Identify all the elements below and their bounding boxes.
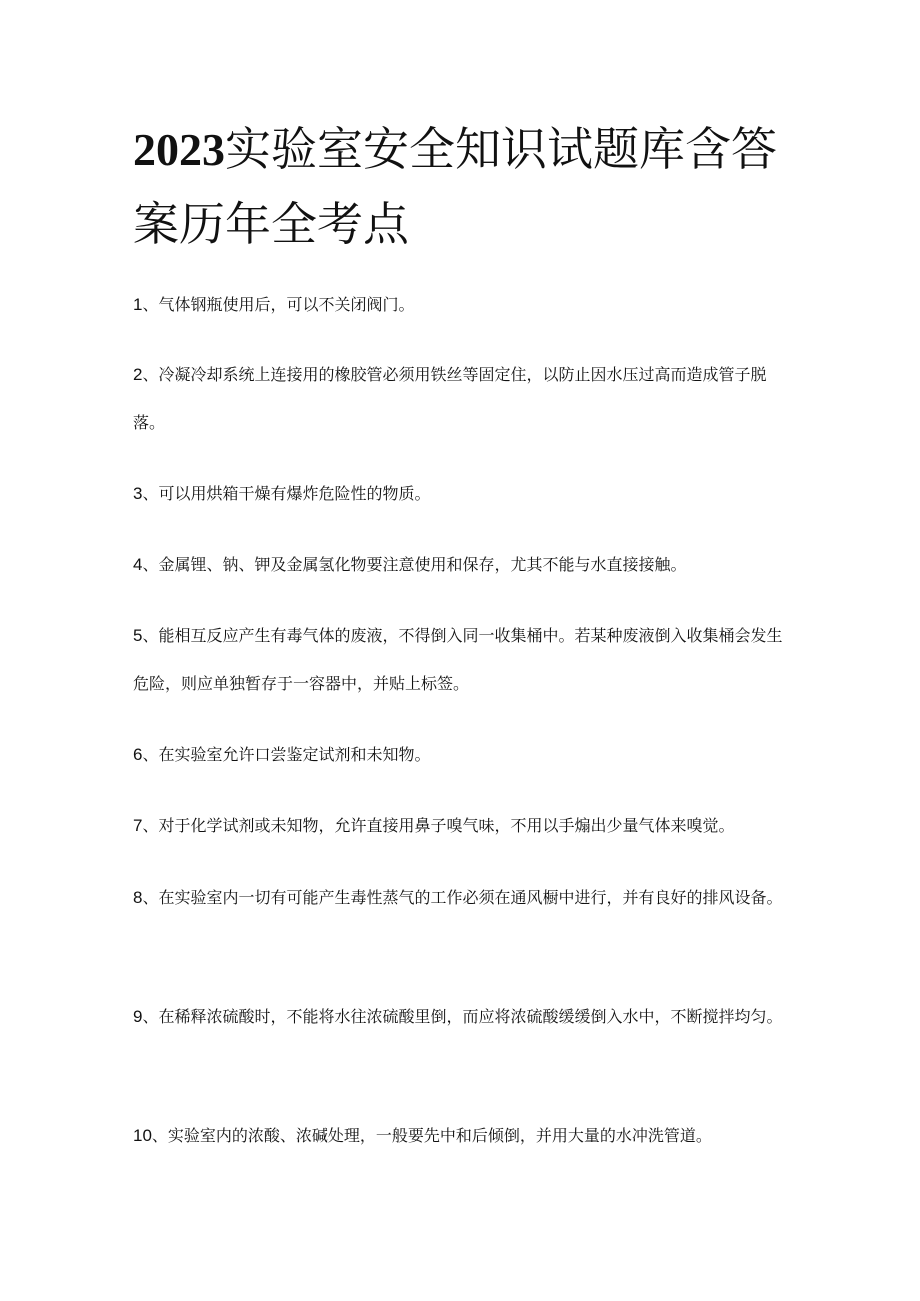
- question-number: 3: [133, 484, 143, 503]
- question-text: 、在实验室内一切有可能产生毒性蒸气的工作必须在通风橱中进行，并有良好的排风设备。: [142, 888, 783, 907]
- question-number: 5: [133, 626, 143, 645]
- page-title: [133, 112, 793, 261]
- question-text: 、冷凝冷却系统上连接用的橡胶管必须用铁丝等固定住，以防止因水压过高而造成管子脱落。: [133, 365, 767, 432]
- question-number: 10: [133, 1126, 152, 1145]
- question-text: 、对于化学试剂或未知物，允许直接用鼻子嗅气味，不用以手煽出少量气体来嗅觉。: [142, 816, 735, 835]
- question-number: 7: [133, 816, 143, 835]
- question-number: 4: [133, 555, 143, 574]
- question-number: 8: [133, 888, 143, 907]
- title-text: 实验室安全知识试题库含答案历年全考点: [133, 122, 777, 251]
- question-item: [133, 612, 783, 708]
- title-year: 2023: [133, 124, 225, 175]
- question-text: 、在实验室允许口尝鉴定试剂和未知物。: [142, 745, 431, 764]
- question-text: 、金属锂、钠、钾及金属氢化物要注意使用和保存，尤其不能与水直接接触。: [142, 555, 687, 574]
- question-item: [133, 993, 783, 1041]
- question-item: [133, 731, 783, 779]
- question-number: 9: [133, 1007, 143, 1026]
- question-item: [133, 351, 783, 447]
- question-item: [133, 541, 783, 589]
- question-item: [133, 1112, 783, 1160]
- question-number: 6: [133, 745, 143, 764]
- question-text: 、能相互反应产生有毒气体的废液，不得倒入同一收集桶中。若某种废液倒入收集桶会发生危险，则应单独暂存于一容器中，并贴上标签。: [133, 626, 783, 693]
- question-number: 1: [133, 295, 143, 314]
- question-number: 2: [133, 365, 143, 384]
- question-item: [133, 802, 783, 850]
- question-text: 、在稀释浓硫酸时，不能将水往浓硫酸里倒，而应将浓硫酸缓缓倒入水中，不断搅拌均匀。: [142, 1007, 783, 1026]
- question-item: [133, 281, 783, 329]
- question-item: [133, 470, 783, 518]
- question-item: [133, 874, 783, 922]
- question-text: 、可以用烘箱干燥有爆炸危险性的物质。: [142, 484, 431, 503]
- question-text: 、气体钢瓶使用后，可以不关闭阀门。: [142, 295, 415, 314]
- question-text: 、实验室内的浓酸、浓碱处理，一般要先中和后倾倒，并用大量的水冲洗管道。: [151, 1126, 712, 1145]
